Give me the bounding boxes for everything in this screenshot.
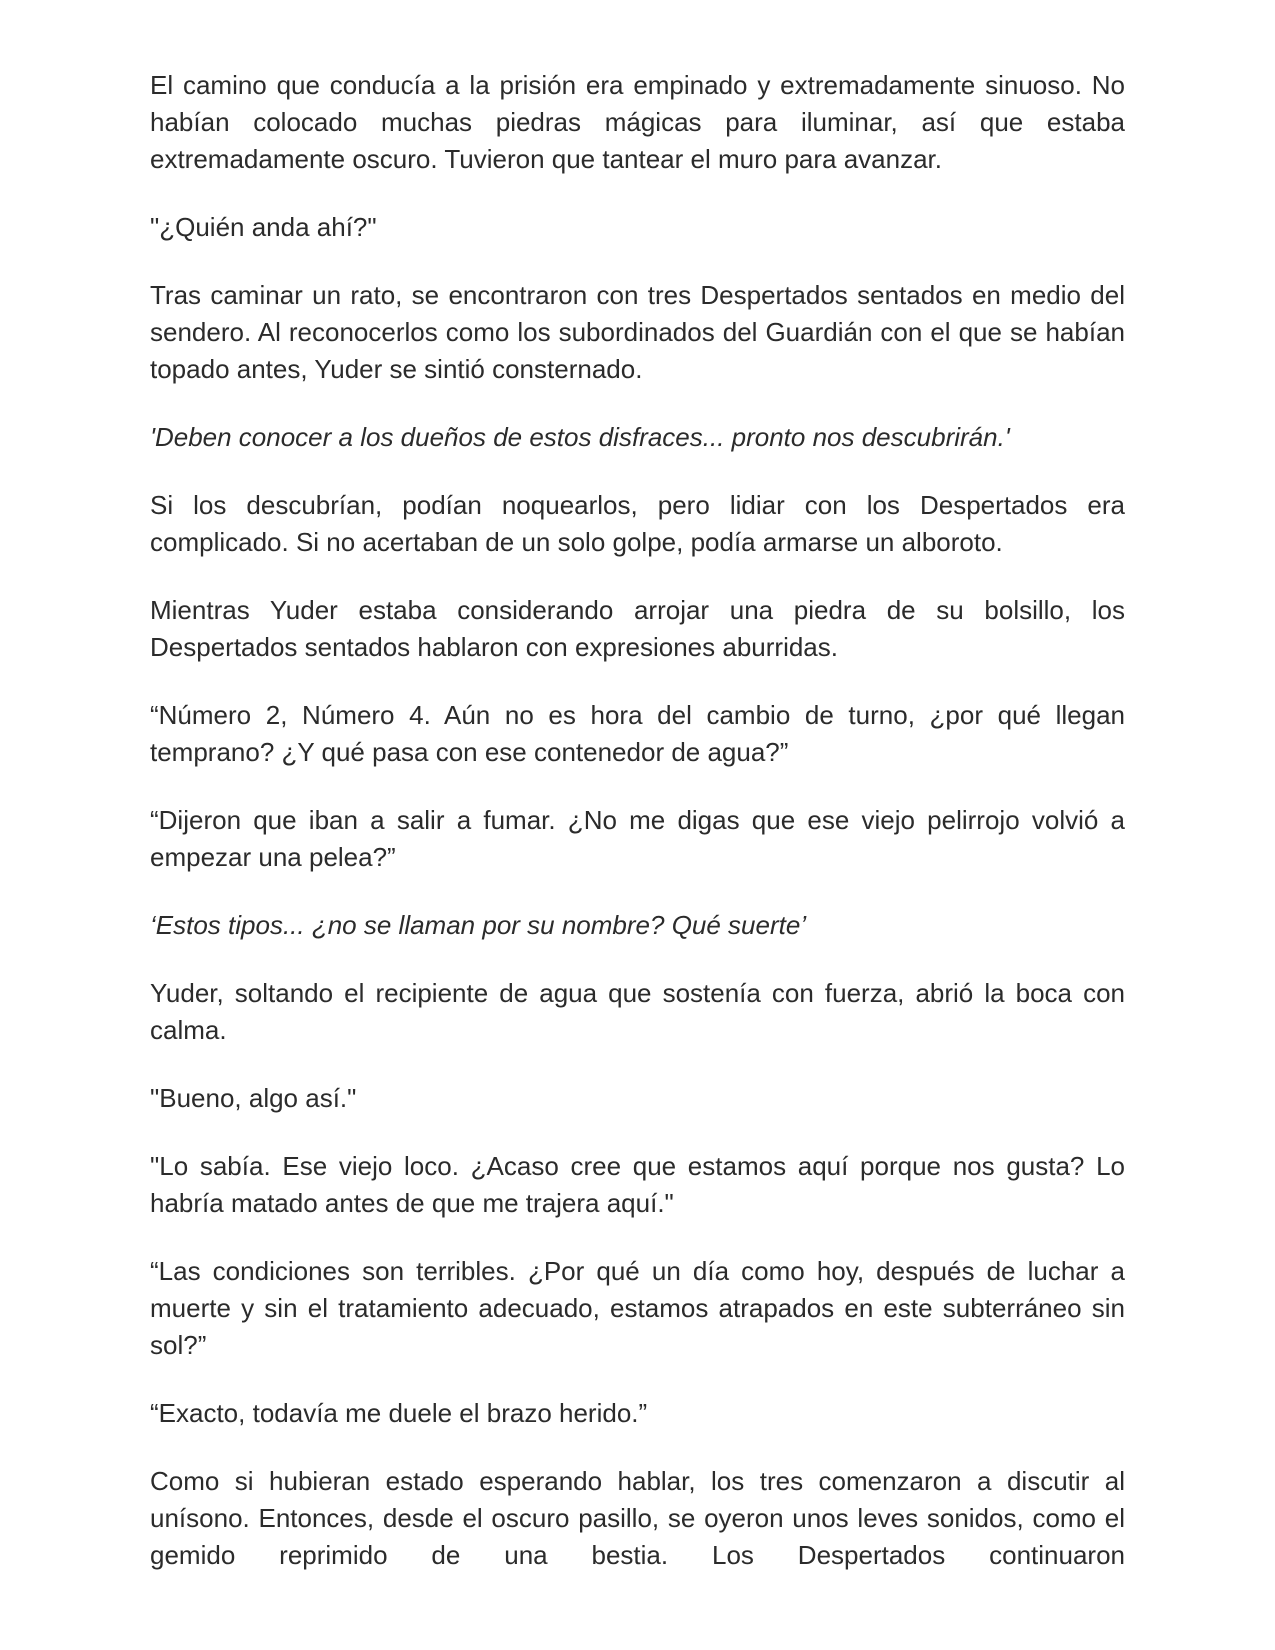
paragraph-italic-thought: 'Deben conocer a los dueños de estos disfraces... pronto nos descubrirán.': [150, 422, 1010, 452]
paragraph-continued: Como si hubieran estado esperando hablar, los tres comenzaron a discutir al unísono. Entonces, desde el oscuro pasillo, se oyeron unos leves sonidos, como el gemido reprimido de una bestia. Los Despertados continuaron: [150, 1466, 1125, 1570]
paragraph-italic-thought: ‘Estos tipos... ¿no se llaman por su nombre? Qué suerte’: [150, 910, 807, 940]
paragraph: "¿Quién anda ahí?": [150, 212, 377, 242]
paragraph: Tras caminar un rato, se encontraron con tres Despertados sentados en medio del sendero. Al reconocerlos como los subordinados del Guardián con el que se habían topado antes, Yuder se sintió consternado.: [150, 280, 1125, 384]
paragraph: "Lo sabía. Ese viejo loco. ¿Acaso cree que estamos aquí porque nos gusta? Lo habría matado antes de que me trajera aquí.": [150, 1151, 1125, 1218]
paragraph: Mientras Yuder estaba considerando arrojar una piedra de su bolsillo, los Despertados sentados hablaron con expresiones aburridas.: [150, 595, 1125, 662]
paragraph: "Bueno, algo así.": [150, 1083, 357, 1113]
paragraph: “Las condiciones son terribles. ¿Por qué un día como hoy, después de luchar a muerte y sin el tratamiento adecuado, estamos atrapados en este subterráneo sin sol?”: [150, 1256, 1125, 1360]
paragraph: “Número 2, Número 4. Aún no es hora del cambio de turno, ¿por qué llegan temprano? ¿Y qué pasa con ese contenedor de agua?”: [150, 700, 1125, 767]
paragraph: El camino que conducía a la prisión era empinado y extremadamente sinuoso. No habían colocado muchas piedras mágicas para iluminar, así que estaba extremadamente oscuro. Tuvieron que tantear el muro para avanzar.: [150, 70, 1125, 174]
paragraph: “Exacto, todavía me duele el brazo herido.”: [150, 1398, 648, 1428]
paragraph: Yuder, soltando el recipiente de agua que sostenía con fuerza, abrió la boca con calma.: [150, 978, 1125, 1045]
paragraph: “Dijeron que iban a salir a fumar. ¿No me digas que ese viejo pelirrojo volvió a empezar una pelea?”: [150, 805, 1125, 872]
document-page: [150, 67, 1125, 1574]
paragraph: Si los descubrían, podían noquearlos, pero lidiar con los Despertados era complicado. Si no acertaban de un solo golpe, podía armarse un alboroto.: [150, 490, 1125, 557]
